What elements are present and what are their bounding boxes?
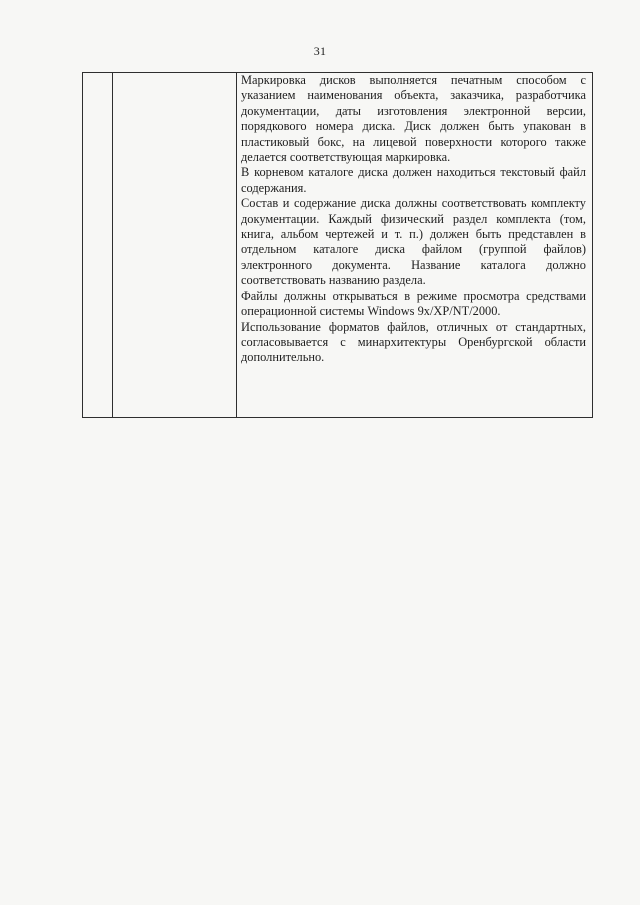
requirements-table — [82, 72, 593, 418]
page-number: 31 — [313, 44, 327, 58]
table-cell-number — [83, 73, 113, 418]
paragraph-disk-labeling: Маркировка дисков выполняется печатным способом с указанием наименования объекта, заказчика, разработчика документации, даты изготовления электронной версии, порядкового номера диска. Диск должен быть упакован в пластиковый бокс, на лицевой поверхности которого также делается соответствующая маркировка. — [241, 73, 586, 165]
paragraph-file-formats: Использование форматов файлов, отличных от стандартных, согласовывается с минархитектуры Оренбургской области дополнительно. — [241, 319, 586, 365]
paragraph-root-catalog: В корневом каталоге диска должен находиться текстовый файл содержания. — [241, 165, 586, 195]
table-row — [83, 73, 593, 418]
table-cell-content — [237, 73, 593, 418]
table-cell-section — [113, 73, 237, 418]
paragraph-disk-contents: Состав и содержание диска должны соответствовать комплекту документации. Каждый физический раздел комплекта (том, книга, альбом чертежей и т. п.) должен быть представлен в отдельном каталоге диска файлом (группой файлов) электронного документа. Название каталога должно соответствовать названию раздела. — [241, 196, 586, 288]
paragraph-file-viewing: Файлы должны открываться в режиме просмотра средствами операционной системы Windows 9x/XP/NT/2000. — [241, 288, 586, 319]
